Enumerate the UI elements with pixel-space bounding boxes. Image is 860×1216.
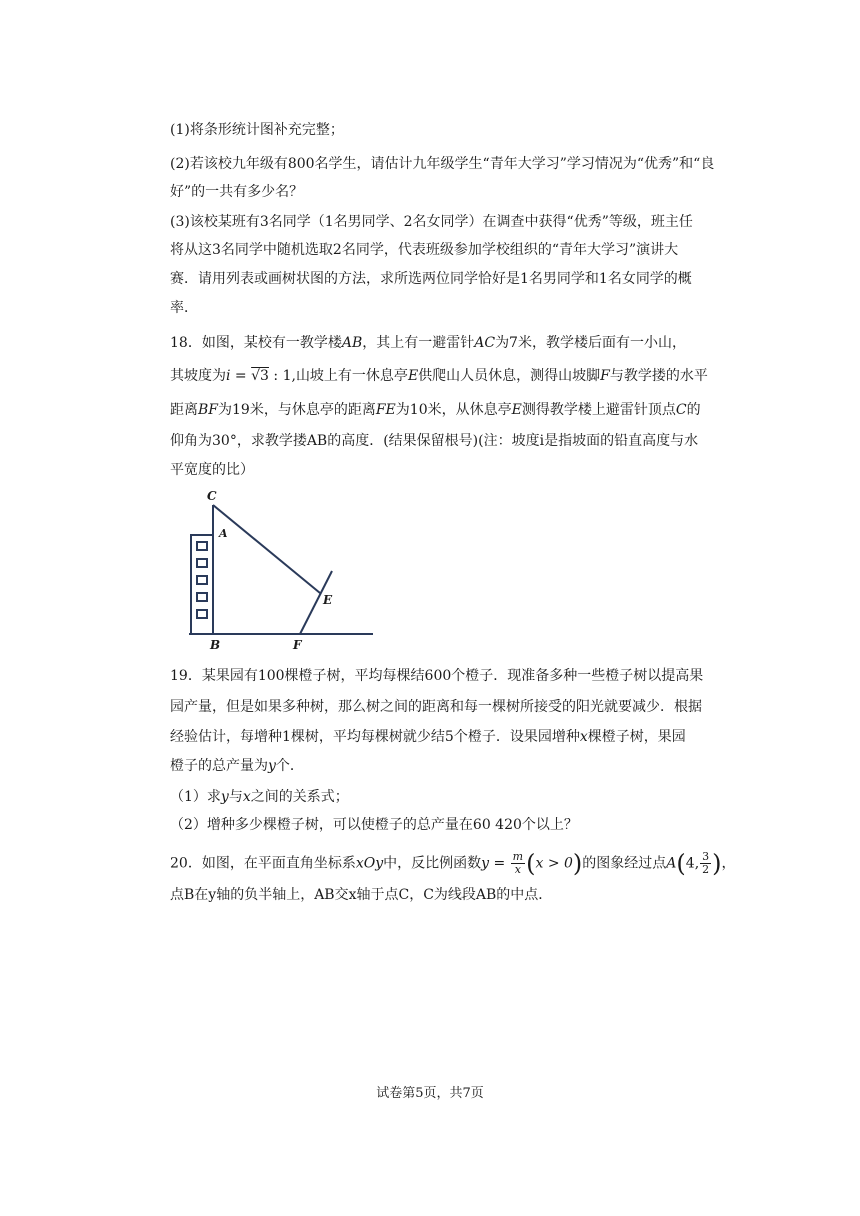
sightline-ce: [213, 505, 320, 593]
label-b: B: [210, 638, 221, 650]
q17-part3-line4: 率．: [170, 300, 198, 316]
q17-part3-line2: 将从这3名同学中随机选取2名同学，代表班级参加学校组织的“青年大学习”演讲大: [170, 242, 679, 258]
window: [197, 576, 207, 584]
label-c: C: [207, 489, 217, 503]
q17-part2-line1: (2)若该校九年级有800名学生，请估计九年级学生“青年大学习”学习情况为“优秀”和“良: [170, 156, 715, 172]
q17-part2-line2: 好”的一共有多少名？: [170, 184, 304, 200]
label-f: F: [293, 638, 302, 650]
q18-line4: 仰角为30°，求教学搂AB的高度．(结果保留根号)(注：坡度i是指坡面的铅直高度与水: [170, 433, 699, 449]
q18-line3: 距离BF为19米，与休息亭的距离FE为10米，从休息亭E测得教学楼上避雷针顶点C的: [170, 402, 701, 418]
q20-line1: 20．如图，在平面直角坐标系xOy中，反比例函数y = $\frac{m}{x}$ (x > 0)的图象经过点A(4, $\frac{3}{2}$ )，: [170, 849, 736, 878]
q19-part2: （2）增种多少棵橙子树，可以使橙子的总产量在60 420个以上？: [170, 817, 578, 833]
q17-part3-line1: (3)该校某班有3名同学（1名男同学、2名女同学）在调查中获得“优秀”等级，班主任: [170, 214, 693, 230]
window: [197, 610, 207, 618]
q18-line1: 18．如图，某校有一教学楼AB，其上有一避雷针AC为7米，教学楼后面有一小山，: [170, 335, 686, 351]
q19-line4: 橙子的总产量为y个．: [170, 758, 304, 774]
q19-line2: 园产量，但是如果多种树，那么树之间的距离和每一棵树所接受的阳光就要减少．根据: [170, 699, 702, 715]
q17-part1: (1)将条形统计图补充完整；: [170, 122, 344, 138]
fraction-m-over-x: $\frac{m}{x}$: [512, 850, 524, 876]
q19-line3: 经验估计，每增种1棵树，平均每棵树就少结5个橙子．设果园增种x棵橙子树，果园: [170, 729, 686, 745]
q19-line1: 19．某果园有100棵橙子树，平均每棵结600个橙子．现准备多种一些橙子树以提高果: [170, 668, 704, 684]
q19-part1: （1）求y与x之间的关系式；: [170, 789, 349, 805]
window: [197, 559, 207, 567]
q18-line5: 平宽度的比）: [170, 462, 254, 478]
label-a: A: [219, 527, 228, 540]
q20-line2: 点B在y轴的负半轴上，AB交x轴于点C，C为线段AB的中点．: [170, 887, 553, 903]
window: [197, 593, 207, 601]
q17-part3-line3: 赛．请用列表或画树状图的方法，求所选两位同学恰好是1名男同学和1名女同学的概: [170, 271, 692, 287]
building-slope-figure: [183, 488, 383, 650]
fraction-three-halves: $\frac{3}{2}$: [702, 850, 710, 876]
page-footer: 试卷第5页，共7页: [376, 1086, 484, 1101]
q18-line2: 其坡度为i = √3 : 1,山坡上有一休息亭E供爬山人员休息，测得山坡脚F与教学搂的水平: [170, 368, 708, 384]
window: [197, 542, 207, 550]
label-e: E: [323, 593, 333, 607]
